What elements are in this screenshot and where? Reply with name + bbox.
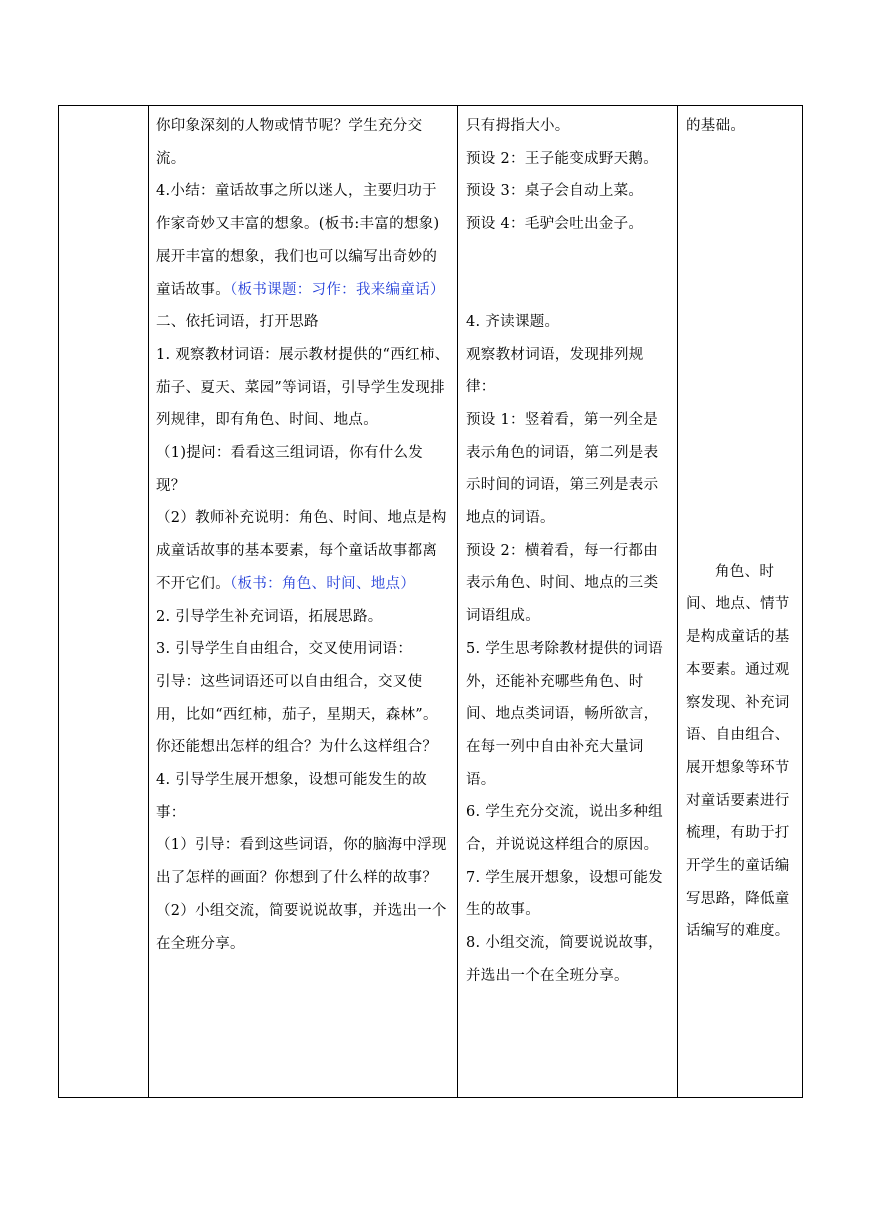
teacher-activity-cell [149, 106, 458, 1098]
spacer [686, 143, 794, 556]
text-line [156, 502, 451, 600]
stage-column-cell [59, 106, 149, 1098]
text-line: 预设 2：横着看，每一行都由表示角色、时间、地点的三类词语组成。 [466, 542, 659, 625]
table-row [59, 106, 803, 1098]
text-line: 8. 小组交流，简要说说故事，并选出一个在全班分享。 [466, 935, 663, 984]
section-heading: 二、依托词语，打开思路 [156, 314, 319, 331]
text-line: 预设 1：竖着看，第一列全是表示角色的词语，第二列是表示时间的词语，第三列是表示地点的词语。 [466, 411, 659, 527]
text-line: 4. 引导学生展开想象，设想可能发生的故事： [156, 772, 427, 821]
text-line: 6. 学生充分交流，说出多种组合，并说说这样组合的原因。 [466, 804, 663, 854]
explanation-text: （2）教师补充说明：角色、时间、地点是构成童话故事的基本要素，每个童话故事都离不开它们。 [156, 510, 447, 592]
student-activity-cell [458, 106, 678, 1098]
text-line: 4. 齐读课题。 [466, 313, 560, 330]
text-line: 只有拇指大小。 [466, 118, 570, 134]
text-line [156, 175, 451, 306]
text-line: 预设 3：桌子会自动上菜。 [466, 183, 644, 200]
text-line: 的基础。 [686, 118, 746, 134]
text-line: （1)提问：看看这三组词语，你有什么发现？ [156, 445, 424, 494]
text-line: （1）引导：看到这些词语，你的脑海中浮现出了怎样的画面？你想到了什么样的故事？ [156, 837, 447, 887]
text-line: 7. 学生展开想象，设想可能发生的故事。 [466, 869, 663, 919]
text-line: 1. 观察教材词语：展示教材提供的“西红柿、茄子、夏天、菜园”等词语，引导学生发现排列规律，即有角色、时间、地点。 [156, 346, 450, 429]
text-line: 2. 引导学生补充词语，拓展思路。 [156, 608, 383, 625]
blackboard-note: （板书课题：习作：我来编童话） [230, 281, 445, 298]
text-line: 5. 学生思考除教材提供的词语外，还能补充哪些角色、时间、地点类词语，畅所欲言，在每一列中自由补充大量词语。 [466, 640, 663, 788]
text-line: 观察教材词语，发现排列规律： [466, 346, 644, 396]
spacer [466, 241, 671, 306]
summary-text: 4.小结：童话故事之所以迷人，主要归功于作家奇妙又丰富的想象。(板书:丰富的想象)展开丰富的想象，我们也可以编写出奇妙的童话故事。 [156, 183, 440, 298]
design-intent-cell [678, 106, 803, 1098]
design-intent-text: 角色、时间、地点、情节是构成童话的基本要素。通过观察发现、补充词语、自由组合、展开想象等环节对童话要素进行梳理，有助于打开学生的童话编写思路，降低童话编写的难度。 [686, 563, 790, 940]
text-line: 你印象深刻的人物或情节呢？学生充分交流。 [156, 118, 423, 167]
blackboard-note: （板书：角色、时间、地点） [230, 575, 416, 592]
text-line: 预设 4：毛驴会吐出金子。 [466, 216, 644, 233]
text-line: 预设 2：王子能变成野天鹅。 [466, 150, 659, 167]
text-line: 引导：这些词语还可以自由组合，交叉使用，比如“西红柿，茄子，星期天，森林”。你还能想出怎样的组合？为什么这样组合？ [156, 673, 438, 756]
text-line: （2）小组交流，简要说说故事，并选出一个在全班分享。 [156, 902, 447, 952]
lesson-plan-table [58, 105, 803, 1098]
text-line: 3. 引导学生自由组合，交叉使用词语： [156, 641, 413, 658]
